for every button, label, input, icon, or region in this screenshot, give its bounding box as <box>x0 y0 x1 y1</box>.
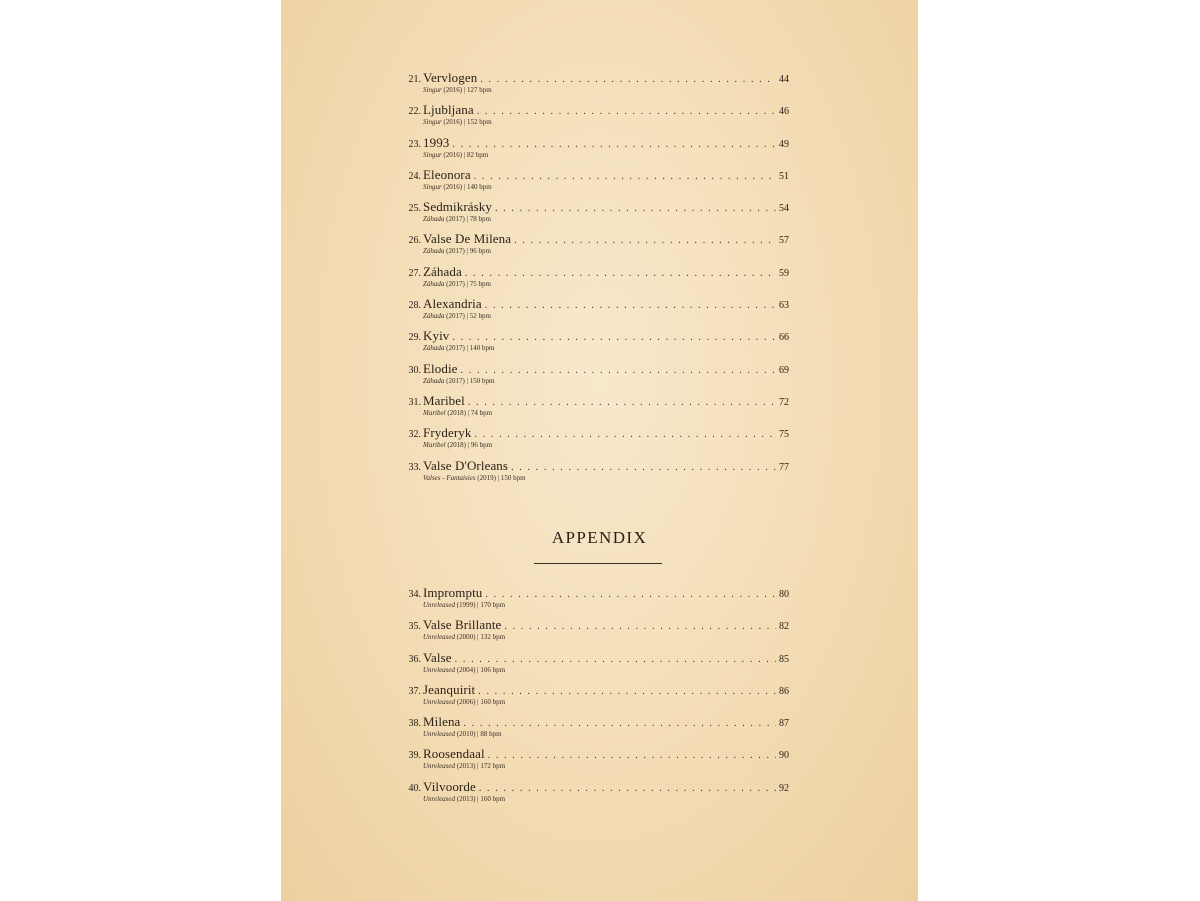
entry-line <box>401 682 789 698</box>
entry-line <box>401 328 789 344</box>
entry-title: Valse <box>423 649 452 665</box>
contents-entry <box>401 650 789 682</box>
entry-title: Alexandria <box>423 296 482 312</box>
entry-number: 24. <box>408 170 421 182</box>
entry-title: Jeanquirit <box>423 681 476 697</box>
album-name: Maribel <box>423 408 446 417</box>
entry-number: 34. <box>408 589 421 600</box>
entry-page-number: 86 <box>779 685 789 697</box>
contents-entry <box>401 264 789 296</box>
entry-title: Záhada <box>423 263 462 279</box>
album-name: Záhada <box>423 376 445 385</box>
contents-entry <box>401 458 789 490</box>
entry-line <box>401 70 789 86</box>
entry-page-number: 80 <box>779 589 789 600</box>
album-name: Singur <box>423 150 442 159</box>
entry-line <box>401 199 789 215</box>
dot-leader <box>455 654 776 665</box>
album-name: Unreleased <box>423 794 456 803</box>
entry-number: 27. <box>408 267 421 279</box>
entry-page-number: 87 <box>779 718 789 730</box>
dot-leader <box>488 750 776 761</box>
entry-number: 40. <box>408 782 421 794</box>
album-name: Unreleased <box>423 697 456 706</box>
year-tempo: (2017) | 150 bpm <box>446 376 495 385</box>
entry-number: 21. <box>408 74 421 85</box>
album-name: Záhada <box>423 344 445 353</box>
entry-number: 26. <box>408 235 421 247</box>
dot-leader <box>452 139 776 150</box>
entry-subtitle <box>423 730 789 739</box>
contents-entry <box>401 714 789 746</box>
appendix-heading: APPENDIX <box>551 528 648 547</box>
contents-entry <box>401 779 789 811</box>
year-tempo: (2004) | 106 bpm <box>456 665 506 674</box>
entry-subtitle <box>423 441 789 450</box>
entry-number: 39. <box>408 750 421 762</box>
entry-page-number: 69 <box>779 364 789 376</box>
entry-subtitle <box>423 409 789 418</box>
entry-subtitle <box>423 762 789 771</box>
year-tempo: (2017) | 52 bpm <box>446 312 491 321</box>
entry-line <box>401 167 789 183</box>
album-name: Záhada <box>423 247 445 256</box>
contents-entry <box>401 585 789 617</box>
year-tempo: (2013) | 160 bpm <box>456 794 506 803</box>
contents-entry <box>401 296 789 328</box>
entry-subtitle <box>423 280 789 289</box>
entry-subtitle <box>423 215 789 224</box>
entry-subtitle <box>423 633 789 642</box>
dot-leader <box>474 429 776 440</box>
sheet-music-page <box>281 0 918 901</box>
dot-leader <box>504 621 776 632</box>
entry-subtitle <box>423 795 789 804</box>
entry-title: Roosendaal <box>423 746 485 762</box>
entry-number: 23. <box>408 138 421 150</box>
dot-leader <box>495 203 776 214</box>
album-name: Unreleased <box>423 730 456 739</box>
dot-leader <box>480 74 776 85</box>
entry-title: Ljubljana <box>423 102 474 118</box>
entry-page-number: 63 <box>779 300 789 312</box>
year-tempo: (2017) | 78 bpm <box>446 215 491 224</box>
entry-subtitle <box>423 312 789 321</box>
entry-number: 37. <box>408 685 421 697</box>
dot-leader <box>511 462 776 473</box>
album-name: Unreleased <box>423 762 456 771</box>
year-tempo: (2016) | 152 bpm <box>443 118 492 127</box>
entry-title: Vervlogen <box>423 70 478 85</box>
dot-leader <box>474 171 776 182</box>
entry-line <box>401 714 789 730</box>
entry-line <box>401 650 789 666</box>
entry-page-number: 66 <box>779 332 789 344</box>
entry-subtitle <box>423 86 789 95</box>
entry-title: Kyiv <box>423 328 450 344</box>
dot-leader <box>452 332 776 343</box>
contents-entry <box>401 167 789 199</box>
entry-line <box>401 585 789 601</box>
entry-number: 38. <box>408 718 421 730</box>
album-name: Singur <box>423 86 442 94</box>
dot-leader <box>485 589 776 600</box>
entry-subtitle <box>423 377 789 386</box>
entry-line <box>401 746 789 762</box>
entry-number: 30. <box>408 364 421 376</box>
year-tempo: (2017) | 96 bpm <box>446 247 491 256</box>
entry-line <box>401 617 789 633</box>
entry-subtitle <box>423 698 789 707</box>
year-tempo: (2019) | 150 bpm <box>477 473 526 482</box>
entry-page-number: 59 <box>779 267 789 279</box>
entry-line <box>401 296 789 312</box>
entry-title: Eleonora <box>423 166 471 182</box>
year-tempo: (2018) | 96 bpm <box>447 441 493 450</box>
contents-entry <box>401 361 789 393</box>
entry-title: Maribel <box>423 392 465 408</box>
entry-number: 35. <box>408 621 421 633</box>
entry-page-number: 57 <box>779 235 789 247</box>
dot-leader <box>514 235 776 246</box>
entry-line <box>401 102 789 118</box>
entry-subtitle <box>423 666 789 675</box>
entry-title: Valse D'Orleans <box>423 457 509 473</box>
contents-entry <box>401 328 789 360</box>
contents-entry <box>401 425 789 457</box>
contents-list <box>401 70 789 490</box>
dot-leader <box>461 365 776 376</box>
entry-line <box>401 264 789 280</box>
entry-line <box>401 425 789 441</box>
album-name: Singur <box>423 118 442 127</box>
contents-entry <box>401 231 789 263</box>
entry-subtitle <box>423 474 789 483</box>
year-tempo: (2018) | 74 bpm <box>447 408 493 417</box>
entry-number: 29. <box>408 332 421 344</box>
album-name: Záhada <box>423 279 445 288</box>
album-name: Záhada <box>423 312 445 321</box>
year-tempo: (2010) | 88 bpm <box>456 730 502 739</box>
dot-leader <box>468 397 776 408</box>
entry-title: Valse De Milena <box>423 231 512 247</box>
contents-entry <box>401 682 789 714</box>
year-tempo: (1999) | 170 bpm <box>456 601 506 609</box>
entry-title: Elodie <box>423 360 458 376</box>
entry-page-number: 54 <box>779 203 789 215</box>
entry-number: 25. <box>408 203 421 215</box>
year-tempo: (2017) | 140 bpm <box>446 344 495 353</box>
year-tempo: (2013) | 172 bpm <box>456 762 506 771</box>
entry-subtitle <box>423 344 789 353</box>
entry-page-number: 72 <box>779 396 789 408</box>
dot-leader <box>463 718 776 729</box>
year-tempo: (2016) | 140 bpm <box>443 182 492 191</box>
entry-page-number: 77 <box>779 461 789 473</box>
entry-number: 33. <box>408 461 421 473</box>
entry-page-number: 82 <box>779 621 789 633</box>
entry-page-number: 92 <box>779 782 789 794</box>
entry-subtitle <box>423 118 789 127</box>
entry-number: 31. <box>408 396 421 408</box>
entry-subtitle <box>423 183 789 192</box>
album-name: Unreleased <box>423 601 456 609</box>
entry-title: Milena <box>423 714 461 730</box>
year-tempo: (2016) | 127 bpm <box>443 86 492 94</box>
year-tempo: (2006) | 160 bpm <box>456 697 506 706</box>
entry-line <box>401 458 789 474</box>
contents-entry <box>401 70 789 102</box>
contents-entry <box>401 617 789 649</box>
entry-line <box>401 135 789 151</box>
contents-entry <box>401 135 789 167</box>
dot-leader <box>479 783 776 794</box>
entry-line <box>401 393 789 409</box>
dot-leader <box>478 686 776 697</box>
entry-number: 22. <box>408 106 421 118</box>
album-name: Maribel <box>423 441 446 450</box>
entry-page-number: 75 <box>779 429 789 441</box>
year-tempo: (2000) | 132 bpm <box>456 633 506 642</box>
entry-title: 1993 <box>423 134 450 150</box>
year-tempo: (2017) | 75 bpm <box>446 279 491 288</box>
entry-number: 32. <box>408 429 421 441</box>
album-name: Singur <box>423 182 442 191</box>
contents-entry <box>401 199 789 231</box>
album-name: Unreleased <box>423 665 456 674</box>
entry-line <box>401 779 789 795</box>
entry-page-number: 85 <box>779 653 789 665</box>
contents-entry <box>401 102 789 134</box>
entry-subtitle <box>423 247 789 256</box>
appendix-list <box>401 585 789 811</box>
entry-page-number: 44 <box>779 74 789 85</box>
album-name: Valses - Fantaisies <box>423 473 476 482</box>
album-name: Záhada <box>423 215 445 224</box>
dot-leader <box>477 106 776 117</box>
entry-title: Impromptu <box>423 585 483 600</box>
entry-title: Vilvoorde <box>423 778 476 794</box>
entry-title: Sedmikrásky <box>423 199 492 215</box>
entry-page-number: 49 <box>779 138 789 150</box>
entry-subtitle <box>423 601 789 610</box>
entry-title: Valse Brillante <box>423 617 502 633</box>
heading-underline <box>534 563 662 564</box>
album-name: Unreleased <box>423 633 456 642</box>
entry-title: Fryderyk <box>423 425 472 441</box>
contents-entry <box>401 746 789 778</box>
dot-leader <box>465 268 776 279</box>
entry-subtitle <box>423 151 789 160</box>
entry-line <box>401 361 789 377</box>
entry-number: 28. <box>408 300 421 312</box>
year-tempo: (2016) | 82 bpm <box>443 150 489 159</box>
entry-page-number: 90 <box>779 750 789 762</box>
entry-line <box>401 231 789 247</box>
entry-page-number: 51 <box>779 170 789 182</box>
contents-entry <box>401 393 789 425</box>
dot-leader <box>485 300 776 311</box>
entry-number: 36. <box>408 653 421 665</box>
entry-page-number: 46 <box>779 106 789 118</box>
